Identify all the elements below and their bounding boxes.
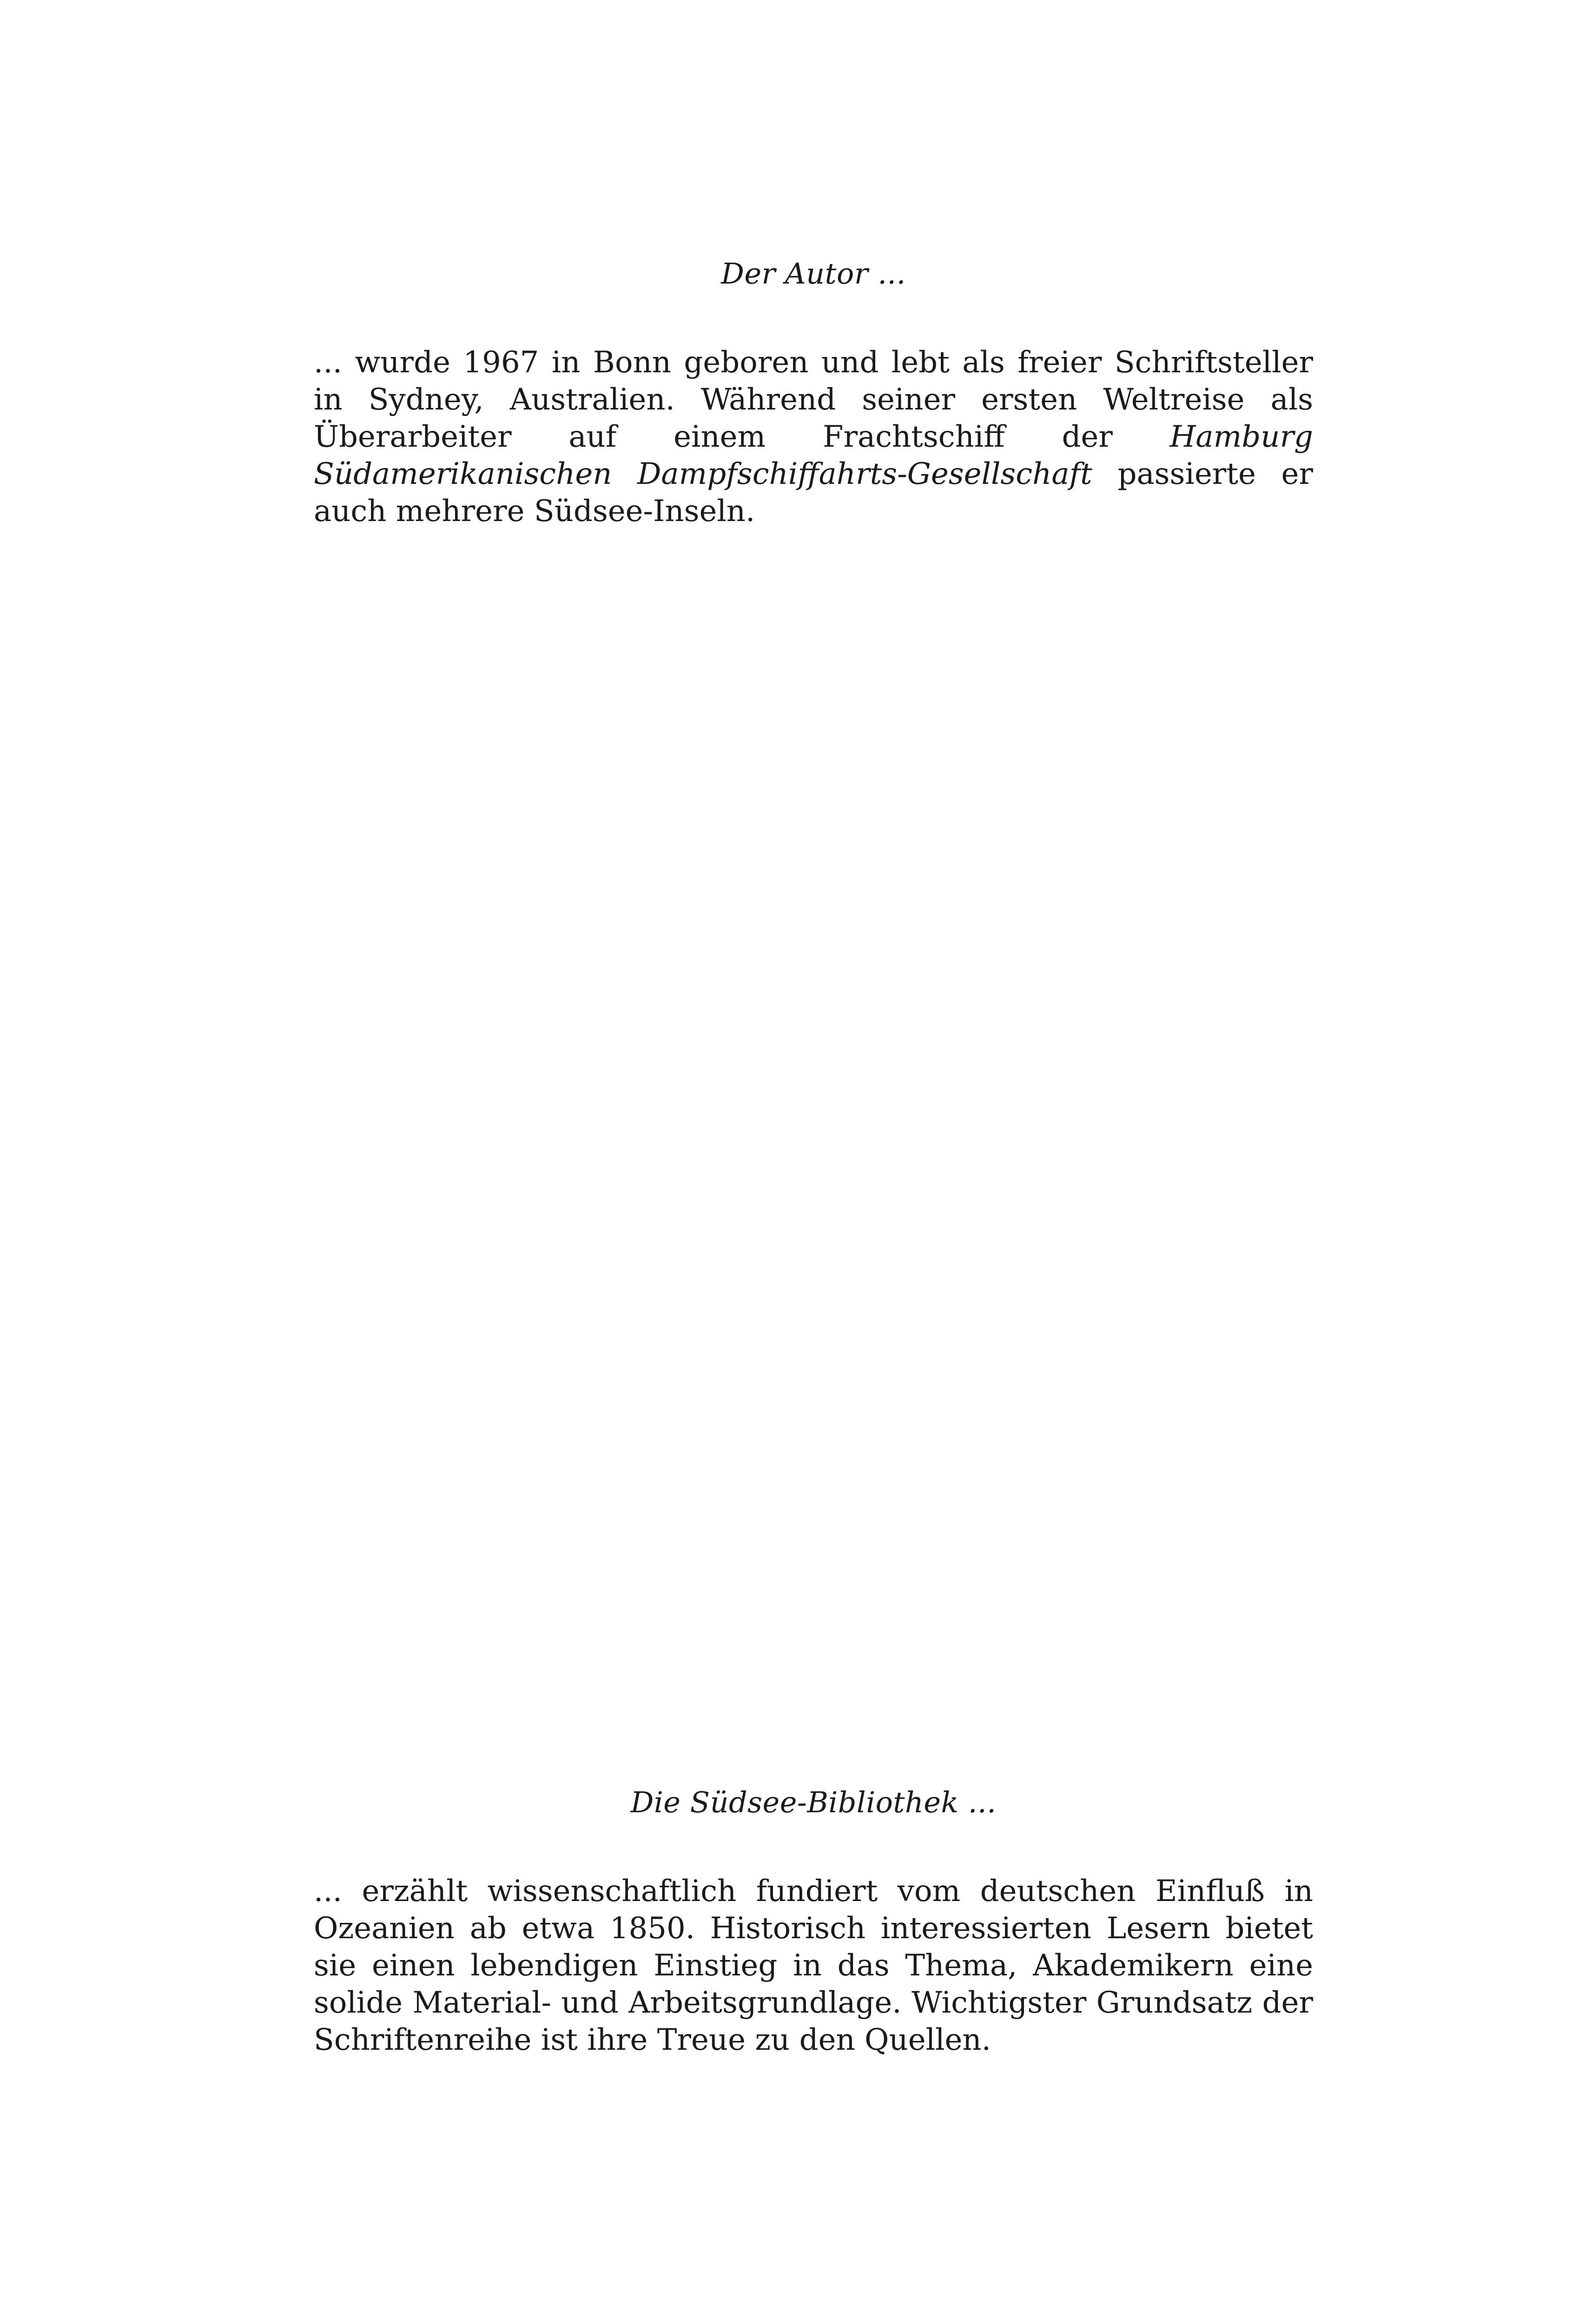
library-section [314,1783,1313,2059]
library-heading: Die Südsee-Bibliothek ... [630,1785,997,1819]
author-paragraph [314,344,1313,530]
library-paragraph: ... erzählt wissenschaftlich fundiert vom deutschen Einfluß in Ozeanien ab etwa 1850. Historisch interessierten Lesern bietet sie einen lebendigen Einstieg in das Thema, Akademikern eine solide Material- und Arbeitsgrundlage. Wichtigster Grundsatz der Schriftenreihe ist ihre Treue zu den Quellen. [314,1874,1313,2057]
author-paragraph-text-1: ... wurde 1967 in Bonn geboren und lebt als freier Schriftsteller in Sydney, Australien. Während seiner ersten Weltreise als Überarbeiter auf einem Frachtschiff der [314,345,1313,454]
author-paragraph-text-2: passierte er auch mehrere Südsee-Inseln. [314,457,1314,528]
author-paragraph-ship-company: Hamburg Südamerikanischen Dampfschiffahrts-Gesellschaft [314,420,1313,491]
author-heading: Der Autor ... [721,257,906,290]
author-section [314,255,1313,530]
